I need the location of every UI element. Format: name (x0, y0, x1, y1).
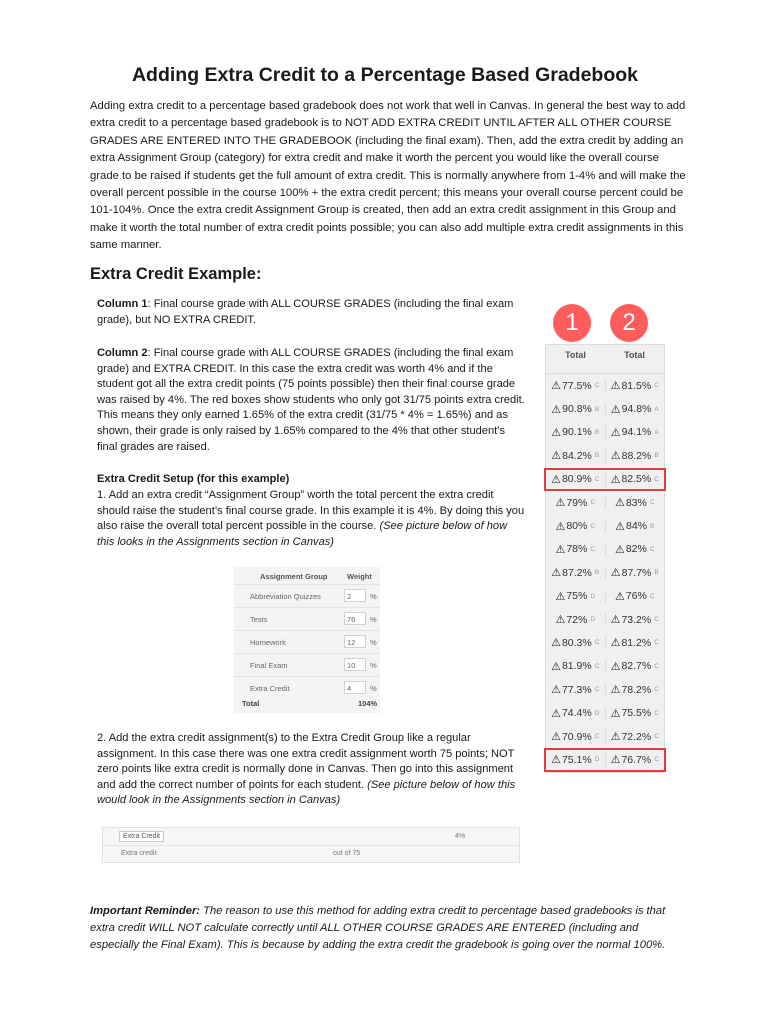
warning-icon: ⚠ (555, 614, 566, 627)
warning-icon: ⚠ (551, 450, 562, 463)
extra-credit-group-label: Extra Credit (119, 831, 164, 842)
warning-icon: ⚠ (555, 543, 566, 556)
letter-grade: B (594, 405, 600, 413)
warning-icon: ⚠ (555, 497, 566, 510)
grade-percent: 76.7% (621, 753, 652, 766)
grade-cell-column-2[interactable] (605, 753, 665, 766)
letter-grade: C (654, 756, 659, 764)
weight-input[interactable]: 12 (344, 635, 366, 648)
letter-grade: D (590, 616, 596, 624)
gradebook-row (546, 538, 664, 561)
letter-grade: C (594, 686, 600, 694)
assignment-group-header: Assignment Group (260, 572, 328, 581)
warning-icon: ⚠ (610, 450, 621, 463)
column1-description (97, 297, 525, 328)
gradebook-header (546, 345, 664, 374)
warning-icon: ⚠ (555, 590, 566, 603)
weight-header: Weight (347, 572, 372, 581)
warning-icon: ⚠ (614, 543, 625, 556)
gradebook-row (546, 561, 664, 584)
warning-icon: ⚠ (610, 754, 621, 767)
letter-grade: B (594, 569, 600, 577)
gradebook-row (546, 491, 664, 514)
letter-grade: C (654, 475, 659, 483)
grade-cell-column-1[interactable] (546, 566, 605, 579)
important-reminder (90, 903, 690, 954)
grade-percent: 87.2% (562, 566, 592, 579)
warning-icon: ⚠ (610, 380, 621, 393)
percent-sign: % (370, 661, 377, 670)
grade-percent: 77.3% (561, 683, 592, 696)
gradebook-row (546, 585, 664, 608)
warning-icon: ⚠ (610, 426, 621, 439)
weight-input[interactable]: 2 (344, 589, 366, 602)
gradebook-row (546, 421, 664, 444)
grade-percent: 73.2% (621, 613, 652, 626)
warning-icon: ⚠ (610, 731, 621, 744)
warning-icon: ⚠ (551, 754, 561, 767)
extra-credit-assignment-name: Extra credit (121, 850, 157, 857)
gradebook-row (546, 725, 664, 748)
grade-cell-column-2[interactable] (605, 473, 665, 486)
grade-cell-column-1[interactable] (546, 753, 605, 766)
grade-cell-column-2[interactable] (605, 660, 665, 673)
grade-percent: 80.9% (561, 473, 592, 486)
gradebook-row (546, 631, 664, 654)
weight-input[interactable]: 76 (344, 612, 366, 625)
column1-text: : Final course grade with ALL COURSE GRADES (including the final exam grade), but NO EXTRA CREDIT. (97, 298, 514, 326)
grade-cell-column-1[interactable] (546, 660, 605, 673)
letter-grade: C (594, 662, 600, 670)
warning-icon: ⚠ (610, 614, 621, 627)
grade-cell-column-1[interactable] (546, 473, 605, 486)
weight-input[interactable]: 4 (344, 681, 366, 694)
letter-grade: C (654, 662, 659, 670)
warning-icon: ⚠ (610, 707, 621, 720)
setup-step2 (97, 731, 525, 809)
grade-percent: 90.1% (562, 426, 592, 439)
letter-grade: D (594, 756, 600, 764)
grade-cell-column-2[interactable] (605, 636, 665, 649)
grade-percent: 84% (626, 520, 648, 533)
grade-cell-column-2[interactable] (605, 379, 665, 392)
warning-icon: ⚠ (610, 660, 621, 673)
setup-title: Extra Credit Setup (for this example) (97, 473, 290, 485)
example-heading: Extra Credit Example: (90, 265, 262, 283)
letter-grade: A (654, 405, 659, 413)
grade-cell-column-2[interactable] (605, 403, 665, 416)
grade-percent: 88.2% (621, 449, 652, 462)
letter-grade: C (654, 733, 659, 741)
grade-cell-column-1[interactable] (546, 496, 605, 509)
grade-percent: 70.9% (561, 730, 592, 743)
setup-step1-text: 1. Add an extra credit “Assignment Group” worth the total percent the extra credit should raise the student’s final course grade. In this example it is 4%. By doing this you also raise the overall total percent possible in the course. (97, 489, 525, 533)
grade-cell-column-1[interactable] (546, 403, 605, 416)
extra-credit-assignment-points: out of 75 (333, 850, 361, 857)
grade-cell-column-2[interactable] (605, 730, 665, 743)
assignment-group-name: Abbreviation Quizzes (250, 592, 321, 601)
gradebook-table (545, 344, 665, 773)
letter-grade: B (654, 452, 659, 460)
weight-row (234, 584, 380, 608)
warning-icon: ⚠ (610, 684, 621, 697)
letter-grade: B (594, 428, 600, 436)
grade-percent: 81.9% (561, 660, 592, 673)
warning-icon: ⚠ (610, 403, 621, 416)
grade-percent: 74.4% (561, 707, 592, 720)
letter-grade: C (590, 545, 596, 553)
grade-percent: 72.2% (621, 730, 652, 743)
gradebook-row (546, 514, 664, 537)
setup-step2-note: (See picture below of how this would look in the Assignments section in Canvas) (97, 778, 516, 807)
grade-percent: 77.5% (561, 379, 592, 392)
gradebook-row (546, 701, 664, 724)
weight-input[interactable]: 10 (344, 658, 366, 671)
weight-row (234, 607, 380, 631)
column-1-header: Total (565, 350, 586, 360)
warning-icon: ⚠ (614, 497, 625, 510)
grade-percent: 94.8% (621, 403, 652, 416)
column2-description (97, 346, 525, 455)
grade-percent: 75.5% (621, 707, 652, 720)
grade-cell-column-1[interactable] (546, 707, 605, 720)
grade-cell-column-2[interactable] (605, 707, 665, 720)
letter-grade: B (594, 452, 600, 460)
warning-icon: ⚠ (551, 660, 561, 673)
gradebook-row (546, 444, 664, 467)
warning-icon: ⚠ (615, 520, 625, 533)
grade-percent: 75% (566, 590, 588, 603)
column1-label: Column 1 (97, 298, 148, 310)
setup-step2-text: 2. Add the extra credit assignment(s) to the Extra Credit Group like a regular assignment. In this case there was one extra credit assignment worth 75 points; NOT zero points like extra credit is normally done in Canvas. Then go into this assignment and add the correct number of points for each student. (97, 732, 515, 791)
letter-grade: C (654, 616, 659, 624)
intro-paragraph: Adding extra credit to a percentage based gradebook does not work that well in Canvas. In general the best way to add extra credit to a percentage based gradebook is to NOT ADD EXTRA CREDIT UNTIL AFTER ALL OTHER COURSE GRADES ARE ENTERED INTO THE GRADEBOOK (including the final exam). Then, add the extra credit by adding an extra Assignment Group (category) for extra credit and make it worth the percent you would like the overall course grade to be raised if students get the full amount of extra credit. This is normally anywhere from 1-4% and will make the overall percent possible in the course 100% + the extra credit percent; this means your overall course percent could be 101-104%. Once the extra credit Assignment Group is created, then add an extra credit assignment in this Group and make it worth the total number of extra credit points possible; you can also add multiple extra credit assignments in this same manner. (90, 100, 686, 252)
letter-grade: C (649, 592, 655, 600)
grade-percent: 81.5% (621, 379, 652, 392)
gradebook-row (546, 608, 664, 631)
letter-grade: C (649, 499, 655, 507)
letter-grade: C (654, 639, 659, 647)
extra-credit-group-row (103, 828, 519, 846)
grade-percent: 75.1% (561, 753, 592, 766)
gradebook-row (546, 397, 664, 420)
weight-row (234, 630, 380, 654)
warning-icon: ⚠ (551, 707, 561, 720)
setup-step1 (97, 488, 525, 550)
assignment-group-name: Extra Credit (250, 684, 290, 693)
grade-cell-column-1[interactable] (546, 426, 605, 439)
letter-grade: C (594, 733, 600, 741)
warning-icon: ⚠ (610, 473, 621, 486)
grade-cell-column-1[interactable] (546, 730, 605, 743)
grade-cell-column-1[interactable] (546, 636, 605, 649)
assignment-group-name: Tests (250, 615, 268, 624)
warning-icon: ⚠ (551, 567, 562, 580)
grade-percent: 78.2% (621, 683, 652, 696)
letter-grade: D (594, 709, 600, 717)
letter-grade: C (654, 382, 659, 390)
letter-grade: C (590, 499, 596, 507)
grade-cell-column-1[interactable] (546, 590, 605, 603)
grade-percent: 81.2% (621, 636, 652, 649)
weight-row (234, 676, 380, 700)
warning-icon: ⚠ (551, 403, 562, 416)
percent-sign: % (370, 638, 377, 647)
grade-cell-column-2[interactable] (605, 590, 665, 603)
grade-cell-column-1[interactable] (546, 379, 605, 392)
percent-sign: % (370, 615, 377, 624)
gradebook-row (546, 374, 664, 397)
warning-icon: ⚠ (610, 567, 621, 580)
grade-percent: 87.7% (621, 566, 652, 579)
setup-step1-note: (See picture below of how this looks in the Assignments section in Canvas) (97, 520, 508, 548)
percent-sign: % (370, 592, 377, 601)
warning-icon: ⚠ (610, 637, 621, 650)
gradebook-rows (546, 374, 664, 772)
gradebook-row (546, 748, 664, 771)
assignment-group-weights-image (234, 567, 380, 713)
grade-percent: 83% (625, 496, 647, 509)
grade-percent: 90.8% (562, 403, 592, 416)
warning-icon: ⚠ (614, 590, 625, 603)
column2-label: Column 2 (97, 347, 148, 359)
weight-total-value: 104% (358, 699, 378, 708)
letter-grade: B (654, 569, 659, 577)
assignment-group-name: Homework (250, 638, 286, 647)
gradebook-row (546, 468, 664, 491)
grade-percent: 78% (566, 543, 588, 556)
extra-credit-group-image (102, 827, 520, 863)
grade-cell-column-1[interactable] (546, 683, 605, 696)
grade-cell-column-2[interactable] (605, 566, 665, 579)
grade-percent: 82.5% (621, 473, 652, 486)
reminder-label: Important Reminder: (90, 905, 201, 917)
warning-icon: ⚠ (551, 637, 561, 650)
gradebook-totals-image (545, 302, 663, 779)
warning-icon: ⚠ (551, 731, 561, 744)
column-2-header: Total (624, 350, 645, 360)
assignment-group-name: Final Exam (250, 661, 288, 670)
grade-cell-column-1[interactable] (546, 449, 605, 462)
letter-grade: B (650, 522, 655, 530)
grade-percent: 80.3% (561, 636, 592, 649)
weight-total-label: Total (242, 699, 260, 708)
warning-icon: ⚠ (555, 520, 566, 533)
column-2-badge: 2 (610, 304, 648, 342)
grade-cell-column-2[interactable] (605, 543, 665, 556)
column-1-badge: 1 (553, 304, 591, 342)
grade-percent: 84.2% (562, 449, 592, 462)
grade-cell-column-1[interactable] (546, 520, 605, 533)
grade-percent: 82% (625, 543, 647, 556)
warning-icon: ⚠ (551, 684, 561, 697)
grade-percent: 80% (566, 520, 588, 533)
column2-text: : Final course grade with ALL COURSE GRADES (including the final exam grade) and EXTRA CREDIT. In this case the extra credit was worth 4% and if the student got all the extra credit points (75 points possible) then their final course grade was raised by 4%. The red boxes show students who only got 31/75 points extra credit. This means they only earned 1.65% of the extra credit (31/75 * 4% = 1.65%) and as shown, their grade is only raised by 1.65% compared to the 4% that other student’s final grades are raised. (97, 347, 525, 453)
letter-grade: C (594, 382, 600, 390)
warning-icon: ⚠ (551, 473, 561, 486)
letter-grade: C (590, 522, 596, 530)
letter-grade: C (654, 686, 659, 694)
grade-cell-column-2[interactable] (605, 683, 665, 696)
grade-percent: 72% (566, 613, 588, 626)
grade-cell-column-2[interactable] (605, 520, 665, 533)
weight-row (234, 653, 380, 677)
grade-percent: 79% (566, 496, 588, 509)
grade-cell-column-1[interactable] (546, 543, 605, 556)
letter-grade: C (649, 545, 655, 553)
percent-sign: % (370, 684, 377, 693)
grade-cell-column-2[interactable] (605, 426, 665, 439)
grade-cell-column-2[interactable] (605, 613, 665, 626)
page-title: Adding Extra Credit to a Percentage Based Gradebook (131, 64, 639, 86)
grade-percent: 82.7% (621, 660, 652, 673)
grade-percent: 76% (625, 590, 647, 603)
gradebook-row (546, 678, 664, 701)
grade-cell-column-1[interactable] (546, 613, 605, 626)
warning-icon: ⚠ (551, 380, 561, 393)
warning-icon: ⚠ (551, 426, 562, 439)
grade-cell-column-2[interactable] (605, 496, 665, 509)
letter-grade: A (654, 428, 659, 436)
letter-grade: C (594, 639, 600, 647)
letter-grade: D (590, 592, 596, 600)
grade-percent: 94.1% (621, 426, 652, 439)
reminder-text: The reason to use this method for adding extra credit to percentage based gradebooks is that extra credit WILL NOT calculate correctly until ALL OTHER COURSE GRADES ARE ENTERED (including and especially the Final Exam). This is because by adding the extra credit the gradebook is going over the normal 100%. (90, 905, 666, 951)
grade-cell-column-2[interactable] (605, 449, 665, 462)
gradebook-row (546, 655, 664, 678)
extra-credit-group-weight: 4% (455, 833, 466, 840)
letter-grade: C (594, 475, 600, 483)
letter-grade: C (654, 709, 659, 717)
